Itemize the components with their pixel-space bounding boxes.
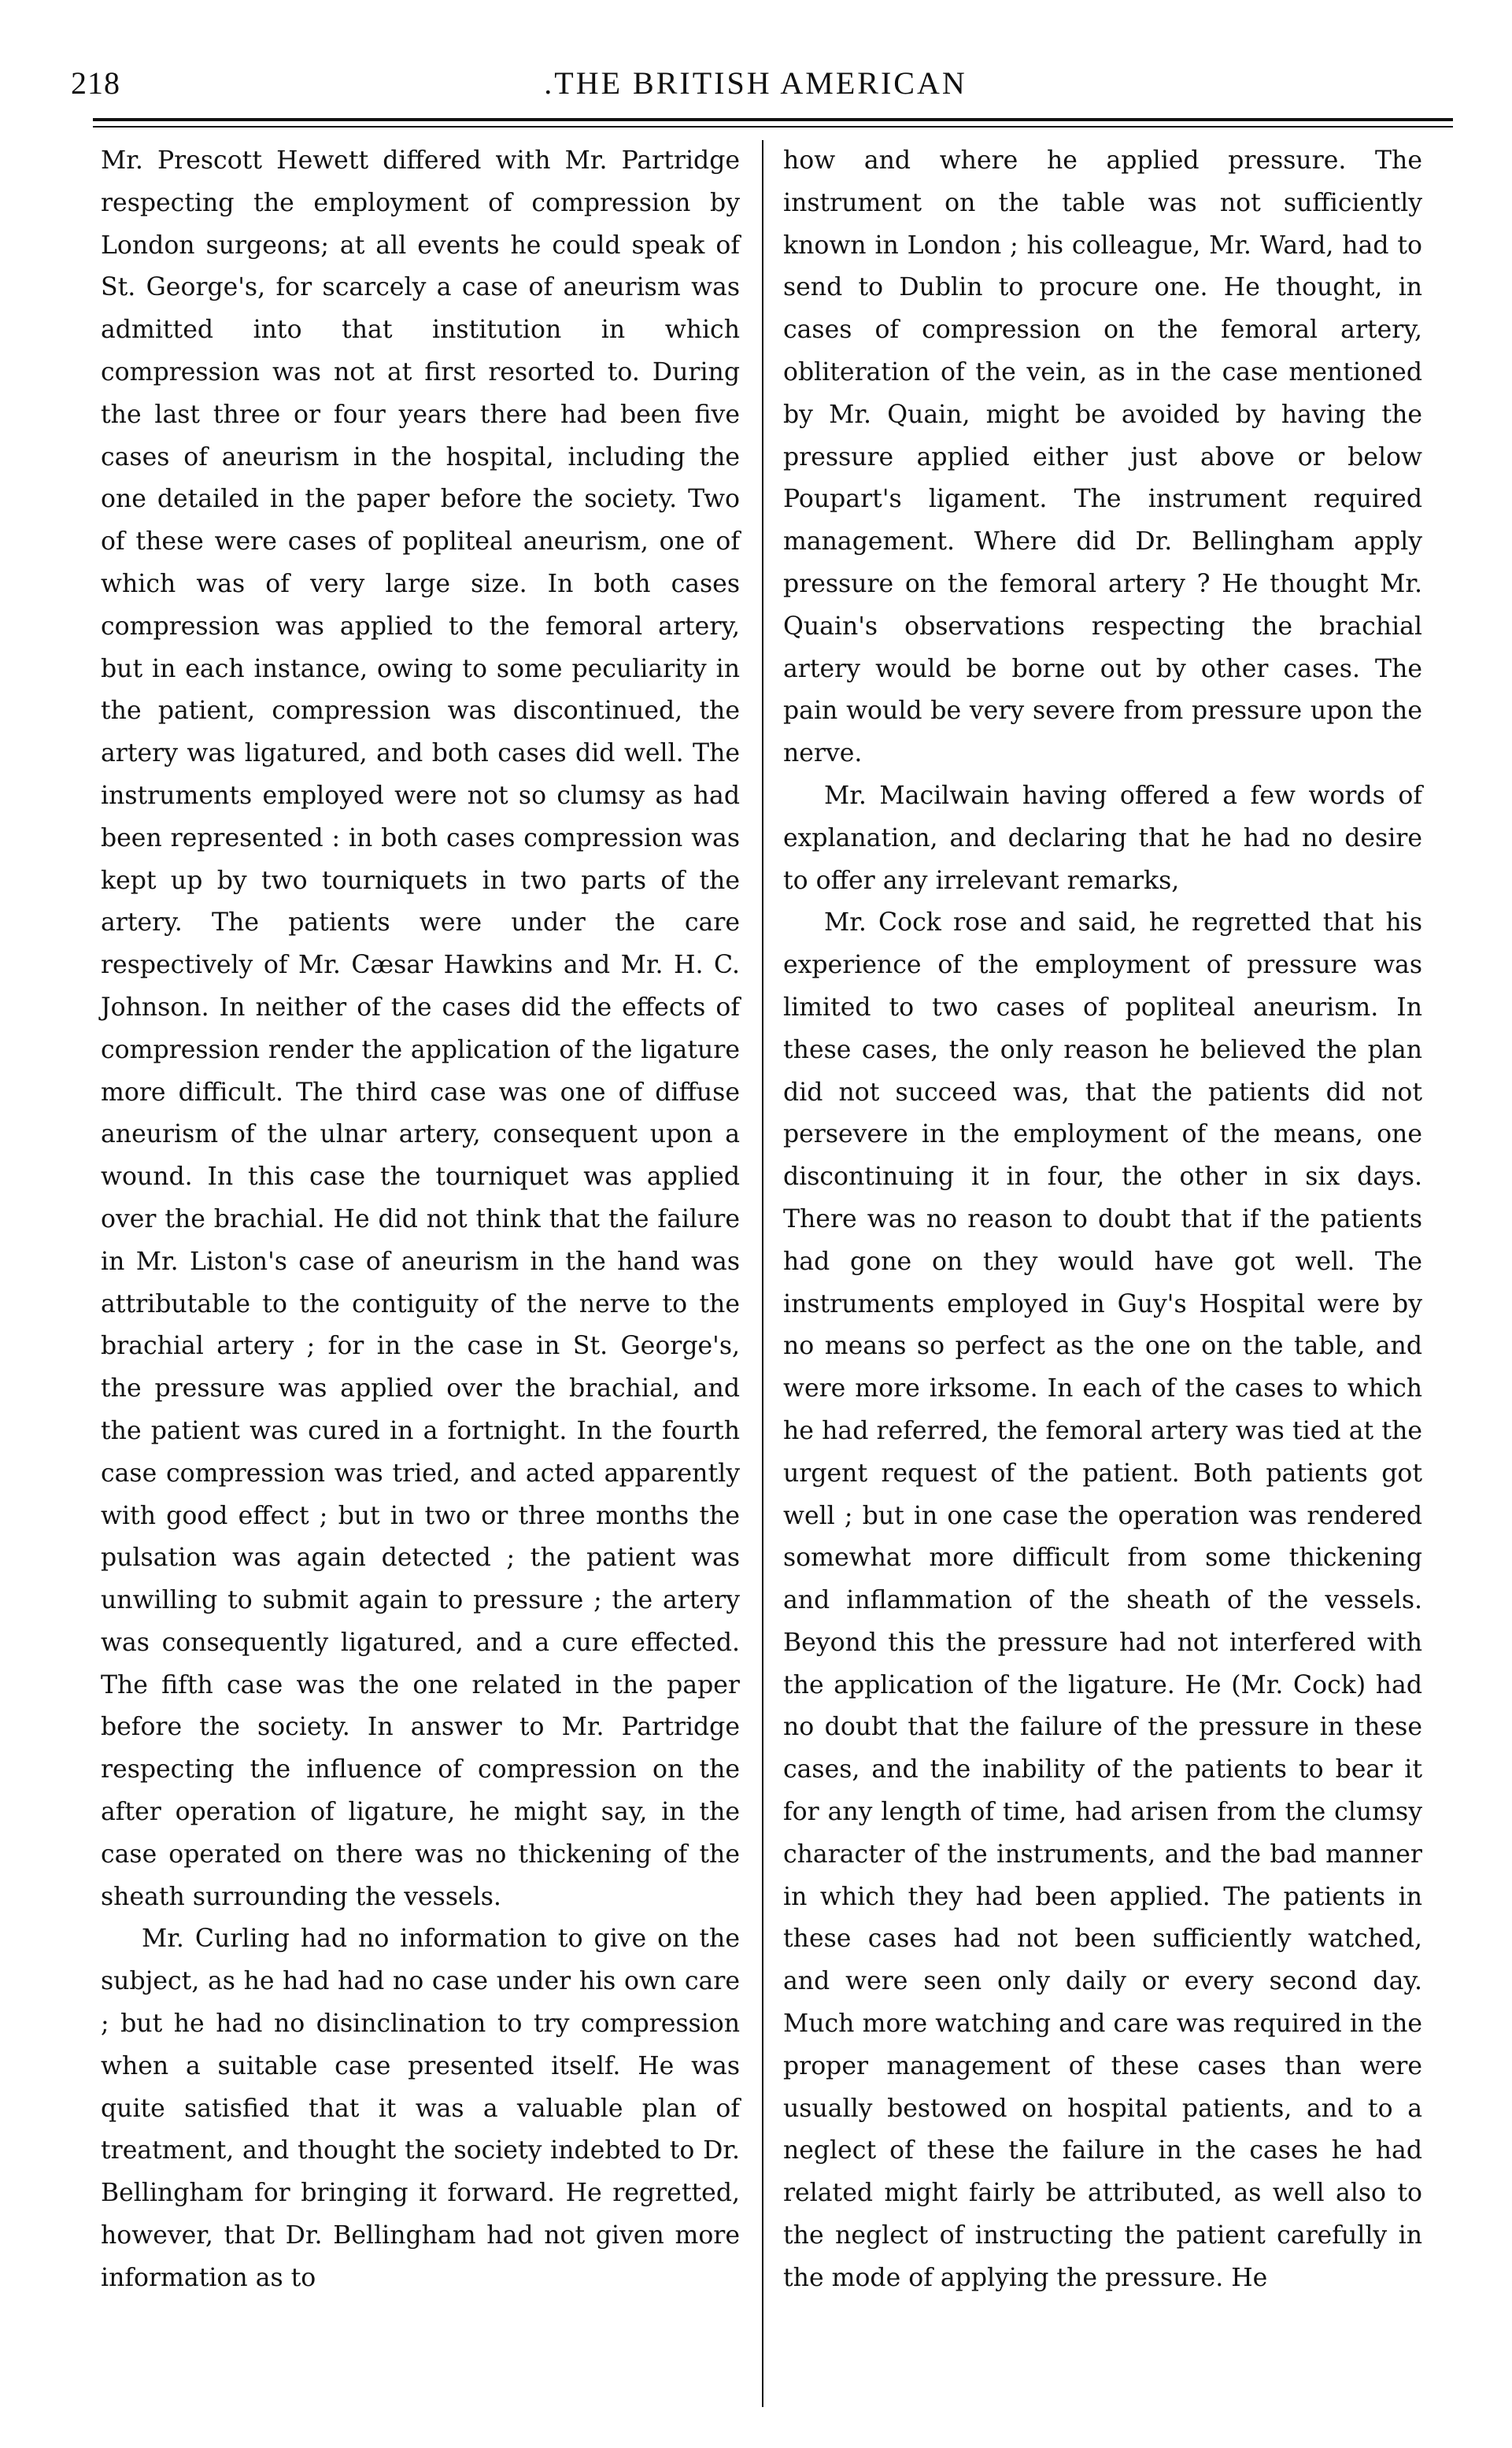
running-title: .THE BRITISH AMERICAN xyxy=(544,65,967,101)
page-number: 218 xyxy=(71,65,120,101)
right-column xyxy=(783,140,1422,2300)
left-column xyxy=(101,140,740,2300)
header-rule-thin xyxy=(93,126,1453,128)
header-rule-thick xyxy=(93,118,1453,121)
right-paragraph-2: Mr. Macilwain having offered a few words of explanation, and declaring that he had no desire to offer any irrelevant remarks, xyxy=(783,781,1422,895)
right-paragraph-1: how and where he applied pressure. The instrument on the table was not sufficiently known in London ; his colleague, Mr. Ward, had to send to Dublin to procure one. He thought, in cases of compression on the femoral artery, obliteration of the vein, as in the case mentioned by Mr. Quain, might be avoided by having the pressure applied either just above or below Poupart's ligament. The instrument required management. Where did Dr. Bellingham apply pressure on the femoral artery ? He thought Mr. Quain's observations respecting the brachial artery would be borne out by other cases. The pain would be very severe from pressure upon the nerve. xyxy=(783,146,1422,768)
left-paragraph-1: Mr. Prescott Hewett differed with Mr. Partridge respecting the employment of compression by London surgeons; at all events he could speak of St. George's, for scarcely a case of aneurism was admitted into that institution in which compression was not at first resorted to. During the last three or four years there had been five cases of aneurism in the hospital, including the one detailed in the paper before the society. Two of these were cases of popliteal aneurism, one of which was of very large size. In both cases compression was applied to the femoral artery, but in each instance, owing to some peculiarity in the patient, compression was discontinued, the artery was ligatured, and both cases did well. The instruments employed were not so clumsy as had been represented : in both cases compression was kept up by two tourniquets in two parts of the artery. The patients were under the care respectively of Mr. Cæsar Hawkins and Mr. H. C. Johnson. In neither of the cases did the effects of compression render the application of the ligature more difficult. The third case was one of diffuse aneurism of the ulnar artery, consequent upon a wound. In this case the tourniquet was applied over the brachial. He did not think that the failure in Mr. Liston's case of aneurism in the hand was attributable to the contiguity of the nerve to the brachial artery ; for in the case in St. George's, the pressure was applied over the brachial, and the patient was cured in a fortnight. In the fourth case compression was tried, and acted apparently with good effect ; but in two or three months the pulsation was again detected ; the patient was unwilling to submit again to pressure ; the artery was consequently ligatured, and a cure effected. The fifth case was the one related in the paper before the society. In answer to Mr. Partridge respecting the influence of compression on the after operation of ligature, he might say, in the case operated on there was no thickening of the sheath surrounding the vessels. xyxy=(101,146,740,1911)
right-paragraph-3: Mr. Cock rose and said, he regretted that his experience of the employment of pressure was limited to two cases of popliteal aneurism. In these cases, the only reason he believed the plan did not succeed was, that the patients did not persevere in the employment of the means, one discontinuing it in four, the other in six days. There was no reason to doubt that if the patients had gone on they would have got well. The instruments employed in Guy's Hospital were by no means so perfect as the one on the table, and were more irksome. In each of the cases to which he had referred, the femoral artery was tied at the urgent request of the patient. Both patients got well ; but in one case the operation was rendered somewhat more difficult from some thickening and inflammation of the sheath of the vessels. Beyond this the pressure had not interfered with the application of the ligature. He (Mr. Cock) had no doubt that the failure of the pressure in these cases, and the inability of the patients to bear it for any length of time, had arisen from the clumsy character of the instruments, and the bad manner in which they had been applied. The patients in these cases had not been sufficiently watched, and were seen only daily or every second day. Much more watching and care was required in the proper management of these cases than were usually bestowed on hospital patients, and to a neglect of these the failure in the cases he had related might fairly be attributed, as well also to the neglect of instructing the patient carefully in the mode of applying the pressure. He xyxy=(783,908,1422,2292)
page-header xyxy=(71,65,1440,112)
left-paragraph-2: Mr. Curling had no information to give on the subject, as he had had no case under his own care ; but he had no disinclination to try compression when a suitable case presented itself. He was quite satisfied that it was a valuable plan of treatment, and thought the society indebted to Dr. Bellingham for bringing it forward. He regretted, however, that Dr. Bellingham had not given more information as to xyxy=(101,1925,740,2292)
column-divider xyxy=(762,140,763,2407)
